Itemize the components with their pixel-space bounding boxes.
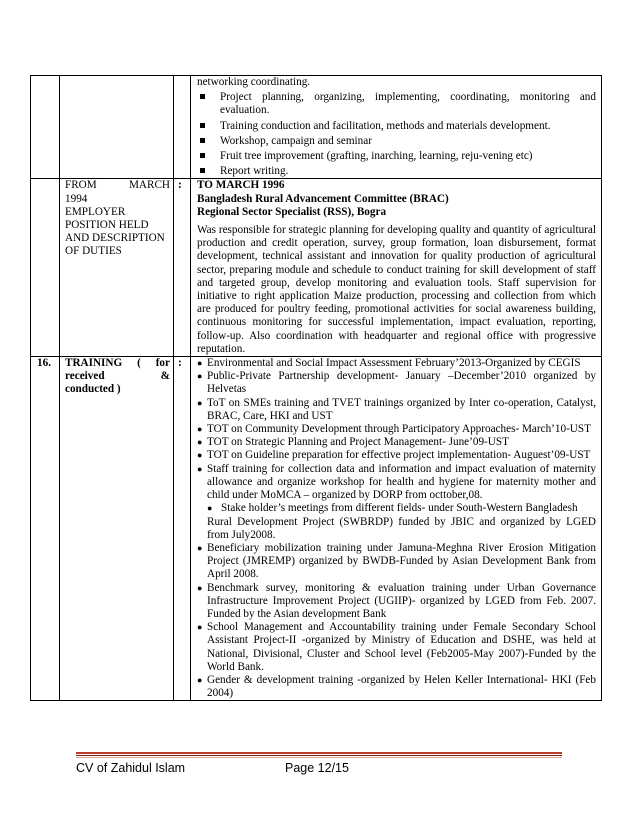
label-line: OF DUTIES	[65, 245, 122, 258]
row-colon-cell: :	[174, 357, 191, 701]
row-number-cell	[31, 179, 60, 357]
list-item	[197, 502, 596, 542]
list-item-text: Fruit tree improvement (grafting, inarching, learning, reju-vening etc)	[220, 150, 533, 163]
bullet-icon: ●	[197, 542, 203, 553]
list-item-text: TOT on Strategic Planning and Project Management- June’09-UST	[207, 436, 509, 449]
footer-rule	[76, 752, 562, 754]
bullet-icon: ●	[197, 437, 203, 448]
list-item-text: TOT on Community Development through Participatory Approaches- March’10-UST	[207, 423, 591, 436]
row-label-cell	[60, 76, 174, 179]
continuation-text: networking coordinating.	[197, 76, 311, 88]
table-row	[31, 179, 602, 357]
label-word: (	[137, 357, 141, 370]
label-line: 1994	[65, 192, 88, 205]
list-item-text: Environmental and Social Impact Assessment February’2013-Organized by CEGIS	[207, 357, 581, 370]
list-item-text: Report writing.	[220, 165, 289, 178]
table-row	[31, 76, 602, 179]
row-content-cell	[191, 76, 602, 179]
list-item	[197, 150, 596, 163]
employment-label-cell	[60, 179, 174, 357]
list-item-text: ToT on SMEs training and TVET trainings organized by Inter co-operation, Catalyst, BRAC, Care, HKI and UST	[207, 396, 596, 422]
from-month: MARCH	[128, 179, 170, 192]
list-item	[197, 621, 596, 674]
bullet-icon: ●	[197, 450, 203, 461]
list-item	[197, 582, 596, 622]
sub-item-text: Stake holder’s meetings from different fields- under South-Western Bangladesh	[221, 502, 578, 515]
square-bullet-icon	[200, 138, 205, 143]
bullet-icon: ●	[197, 622, 203, 633]
row-colon-cell	[174, 76, 191, 179]
from-word: FROM	[65, 179, 97, 192]
list-item-text: Staff training for collection data and information and impact evaluation of maternity allowance and organize workshop for health and hygiene for maternity mother and child under MoMCA – organized by DORP from octtober,08.	[207, 462, 596, 502]
list-item-text: Training conduction and facilitation, methods and materials development.	[220, 119, 551, 132]
bullet-icon: ●	[197, 674, 203, 685]
duties-list	[197, 91, 596, 178]
list-item-text: Public-Private Partnership development- January –December’2010 organized by Helvetas	[207, 370, 596, 396]
bullet-icon: ●	[207, 503, 213, 514]
label-word: received	[65, 370, 105, 383]
list-item	[197, 542, 596, 582]
employment-content-cell	[191, 179, 602, 357]
to-date: TO MARCH 1996	[197, 179, 285, 192]
sub-item-continuation: Rural Development Project (SWBRDP) funded by JBIC and organized by LGED from July2008.	[207, 515, 596, 541]
list-item-text: School Management and Accountability training under Female Secondary School Assistant Project-II -organized by Ministry of Education and DSHE, was held at National, Divisional, Cluster and School level (Feb2005-May 2007)-Funded by the World Bank.	[207, 621, 596, 673]
training-label-cell	[60, 357, 174, 701]
list-item-text: Project planning, organizing, implementing, coordinating, monitoring and evaluation.	[220, 91, 596, 117]
label-word: conducted )	[65, 383, 121, 396]
list-item-text: TOT on Guideline preparation for effective project implementation- Auguest’09-UST	[207, 449, 591, 462]
label-line: POSITION HELD	[65, 219, 149, 232]
training-content-cell	[191, 357, 602, 701]
organization-name: Bangladesh Rural Advancement Committee (BRAC)	[197, 192, 449, 205]
row-colon-cell: :	[174, 179, 191, 357]
table-row	[31, 357, 602, 701]
list-item-text: Beneficiary mobilization training under Jamuna-Meghna River Erosion Mitigation Project (JMREMP) organized by BWDB-Funded by Asian Development Bank from April 2008.	[207, 541, 596, 581]
position-title: Regional Sector Specialist (RSS), Bogra	[197, 205, 387, 218]
duties-description: Was responsible for strategic planning for developing quality and quantity of agricultural production and credit operation, survey, group formation, loan disbursement, format development, technical assistant and innovation for quality production of agricultural sector, preparing module and schedule to conduct training for skill development of staff and targeted group, develop monitoring and evaluation tools. Staff supervision for initiative to right application Maize production, processing and collection from which are produced for poultry feeding, promotional activities for social awareness building, continuous monitoring for successful implementation, impact evaluation, reporting, follow-up. Also coordination with headquarter and regional office with progressive reputation.	[197, 224, 596, 355]
bullet-icon: ●	[197, 582, 203, 593]
label-word: for	[155, 357, 170, 370]
bullet-icon: ●	[197, 463, 203, 474]
label-line: EMPLOYER	[65, 205, 126, 218]
bullet-icon: ●	[197, 371, 203, 382]
footer-rule-secondary	[76, 755, 562, 756]
bullet-icon: ●	[197, 358, 203, 369]
list-item	[197, 397, 596, 423]
square-bullet-icon	[200, 123, 205, 128]
from-label	[65, 179, 170, 192]
list-item	[197, 165, 596, 178]
training-list	[197, 357, 596, 700]
bullet-icon: ●	[197, 397, 203, 408]
row-number-cell: 16.	[31, 357, 60, 701]
list-item	[197, 674, 596, 700]
square-bullet-icon	[200, 153, 205, 158]
footer-rule-thin	[76, 757, 562, 758]
list-item	[197, 436, 596, 449]
square-bullet-icon	[200, 168, 205, 173]
square-bullet-icon	[200, 94, 205, 99]
bullet-icon: ●	[197, 424, 203, 435]
label-line: AND DESCRIPTION	[65, 232, 165, 245]
list-item	[197, 91, 596, 117]
list-item	[197, 423, 596, 436]
list-item	[197, 449, 596, 462]
list-item	[197, 120, 596, 133]
list-item	[197, 135, 596, 148]
list-item	[197, 357, 596, 370]
label-word: &	[160, 370, 170, 383]
list-item-text: Gender & development training -organized by Helen Keller International- HKI (Feb 2004)	[207, 673, 596, 700]
footer-cv-name: CV of Zahidul Islam	[76, 761, 186, 775]
list-item-text: Workshop, campaign and seminar	[220, 134, 372, 147]
label-word: TRAINING	[65, 357, 123, 370]
row-number-cell	[31, 76, 60, 179]
list-item	[197, 370, 596, 396]
list-item-text: Benchmark survey, monitoring & evaluation training under Urban Governance Infrastructure Improvement Project (UGIIP)- organized by LGED from Feb. 2007. Funded by the Asian development Bank	[207, 581, 596, 620]
list-item	[197, 463, 596, 503]
footer-page-number: Page 12/15	[285, 761, 349, 775]
cv-table	[30, 75, 602, 701]
